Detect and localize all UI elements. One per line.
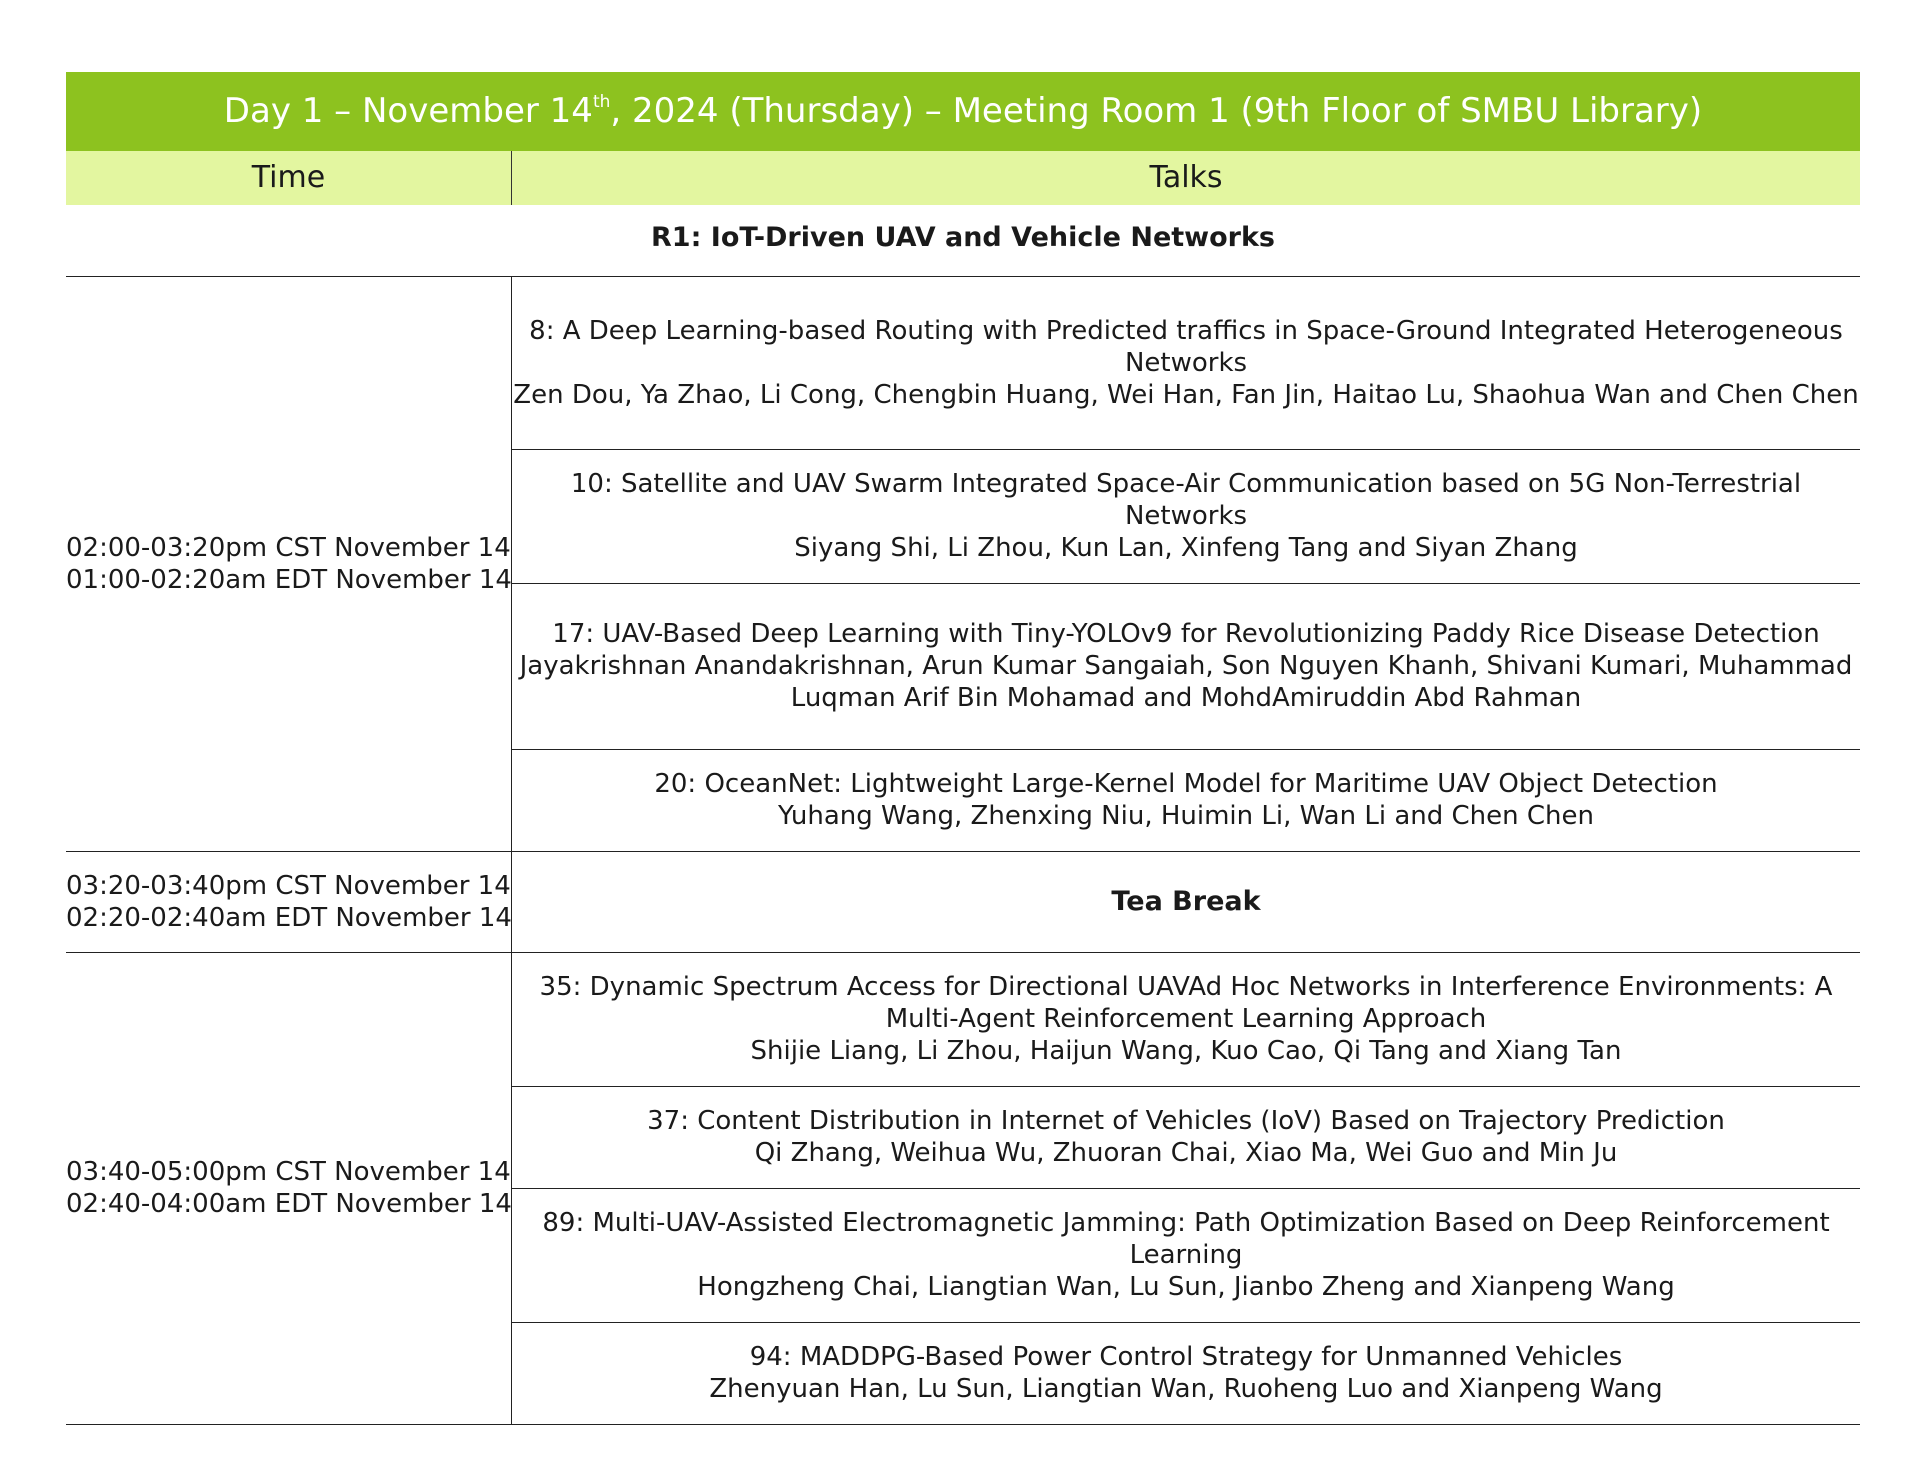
talk-cell	[512, 749, 1861, 851]
talk-title: 89: Multi-UAV-Assisted Electromagnetic Jamming: Path Optimization Based on Deep Reinforcement Learning	[542, 1208, 1830, 1270]
tea-break-label: Tea Break	[512, 851, 1861, 952]
time-column-header: Time	[66, 151, 512, 205]
day-header-rest: , 2024 (Thursday) – Meeting Room 1 (9th Floor of SMBU Library)	[610, 91, 1703, 131]
schedule-table	[66, 277, 1860, 1425]
talk-authors: Zhenyuan Han, Lu Sun, Liangtian Wan, Ruoheng Luo and Xianpeng Wang	[709, 1374, 1663, 1404]
session-title: R1: IoT-Driven UAV and Vehicle Networks	[66, 205, 1860, 277]
talk-authors: Shijie Liang, Li Zhou, Haijun Wang, Kuo Cao, Qi Tang and Xiang Tan	[750, 1036, 1622, 1066]
talk-title: 37: Content Distribution in Internet of Vehicles (IoV) Based on Trajectory Prediction	[647, 1106, 1725, 1136]
time-cst: 03:40-05:00pm CST November 14	[66, 1157, 511, 1187]
time-cell	[66, 277, 512, 851]
time-cst: 03:20-03:40pm CST November 14	[66, 870, 511, 901]
time-cst: 02:00-03:20pm CST November 14	[66, 532, 511, 563]
talk-cell	[512, 277, 1861, 449]
talk-authors: Hongzheng Chai, Liangtian Wan, Lu Sun, Jianbo Zheng and Xianpeng Wang	[697, 1272, 1675, 1302]
talk-authors: Zen Dou, Ya Zhao, Li Cong, Chengbin Huang, Wei Han, Fan Jin, Haitao Lu, Shaohua Wan and Chen Chen	[513, 379, 1859, 410]
talk-cell	[512, 583, 1861, 749]
time-edt: 01:00-02:20am EDT November 14	[66, 564, 512, 595]
day-header-prefix: Day 1 – November 14	[223, 91, 593, 131]
talk-authors: Qi Zhang, Weihua Wu, Zhuoran Chai, Xiao Ma, Wei Guo and Min Ju	[754, 1138, 1618, 1168]
talk-authors: Yuhang Wang, Zhenxing Niu, Huimin Li, Wan Li and Chen Chen	[778, 801, 1594, 831]
talk-cell	[512, 1322, 1861, 1424]
time-edt: 02:20-02:40am EDT November 14	[66, 902, 512, 933]
schedule-sheet	[66, 72, 1860, 1425]
talk-authors: Jayakrishnan Anandakrishnan, Arun Kumar Sangaiah, Son Nguyen Khanh, Shivani Kumari, Muhammad Luqman Arif Bin Mohamad and MohdAmiruddin Abd Rahman	[519, 651, 1853, 713]
talk-cell	[512, 449, 1861, 583]
column-header-row	[66, 151, 1860, 205]
talk-title: 17: UAV-Based Deep Learning with Tiny-YOLOv9 for Revolutionizing Paddy Rice Disease Detection	[552, 619, 1820, 649]
talk-title: 8: A Deep Learning-based Routing with Predicted traffics in Space-Ground Integrated Heterogeneous Networks	[529, 315, 1843, 378]
time-cell	[66, 851, 512, 952]
day-header-bar	[66, 72, 1860, 151]
talk-title: 10: Satellite and UAV Swarm Integrated Space-Air Communication based on 5G Non-Terrestrial Networks	[570, 469, 1802, 531]
talk-title: 94: MADDPG-Based Power Control Strategy for Unmanned Vehicles	[749, 1342, 1623, 1372]
talk-authors: Siyang Shi, Li Zhou, Kun Lan, Xinfeng Tang and Siyan Zhang	[794, 533, 1578, 563]
table-row	[66, 952, 1860, 1086]
time-edt: 02:40-04:00am EDT November 14	[66, 1189, 512, 1219]
table-row	[66, 277, 1860, 449]
talk-title: 35: Dynamic Spectrum Access for Directional UAVAd Hoc Networks in Interference Environments: A Multi-Agent Reinforcement Learning Approach	[539, 972, 1833, 1034]
talk-cell	[512, 952, 1861, 1086]
talk-cell	[512, 1188, 1861, 1322]
day-header-ordinal: th	[592, 92, 611, 112]
talks-column-header: Talks	[1149, 160, 1223, 195]
table-row	[66, 851, 1860, 952]
talk-cell	[512, 1086, 1861, 1188]
time-cell	[66, 952, 512, 1424]
talk-title: 20: OceanNet: Lightweight Large-Kernel Model for Maritime UAV Object Detection	[654, 769, 1718, 799]
